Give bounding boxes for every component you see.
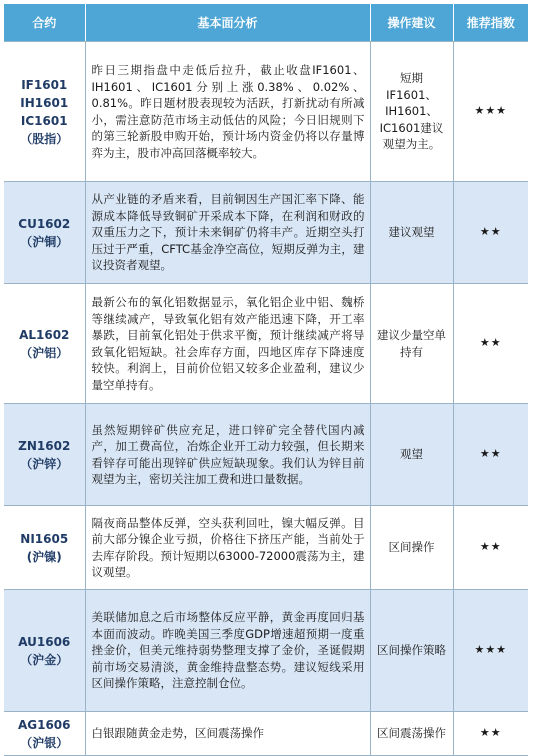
table-row <box>4 404 528 506</box>
rating-stars: ★★ <box>453 506 528 590</box>
contract-cell <box>4 404 85 506</box>
contract-code: IH1601 <box>20 95 69 110</box>
rating-stars: ★★ <box>453 712 528 756</box>
contract-category: （沪金） <box>20 652 69 667</box>
contract-category: （沪铜） <box>20 234 69 249</box>
advice-cell: 建议少量空单持有 <box>370 284 453 404</box>
table-row <box>4 590 528 712</box>
contract-cell <box>4 712 85 756</box>
contract-code: CU1602 <box>18 216 71 231</box>
contract-code: IC1601 <box>20 113 68 128</box>
table-row <box>4 42 528 182</box>
contract-code: NI1605 <box>20 531 69 546</box>
contract-code: ZN1602 <box>18 438 71 453</box>
header-advice: 操作建议 <box>370 4 453 42</box>
contract-cell <box>4 590 85 712</box>
futures-analysis-table <box>4 4 528 756</box>
rating-stars: ★★★ <box>453 590 528 712</box>
analysis-cell: 白银跟随黄金走势，区间震荡操作 <box>85 712 370 756</box>
advice-cell: 区间操作策略 <box>370 590 453 712</box>
table-header <box>4 4 528 42</box>
header-rating: 推荐指数 <box>453 4 528 42</box>
contract-category: （沪锌） <box>20 456 69 471</box>
contract-category: （沪铝） <box>20 345 69 360</box>
table-row <box>4 284 528 404</box>
contract-category: （沪银） <box>20 735 69 750</box>
contract-category: (沪镍) <box>26 549 62 564</box>
table-row <box>4 712 528 756</box>
contract-category: （股指） <box>20 131 69 146</box>
contract-code: AG1606 <box>17 717 71 732</box>
advice-cell: 短期IF1601、IH1601、IC1601建议观望为主。 <box>370 42 453 182</box>
contract-cell <box>4 506 85 590</box>
header-analysis: 基本面分析 <box>85 4 370 42</box>
rating-stars: ★★ <box>453 182 528 284</box>
table-row <box>4 506 528 590</box>
contract-cell <box>4 42 85 182</box>
analysis-cell: 隔夜商品整体反弹，空头获利回吐，镍大幅反弹。目前大部分镍企业亏损，价格往下挤压产能，当前处于去库存阶段。预计短期以63000-72000震荡为主，建议观望。 <box>85 506 370 590</box>
advice-cell: 观望 <box>370 404 453 506</box>
advice-cell: 区间震荡操作 <box>370 712 453 756</box>
contract-cell <box>4 284 85 404</box>
analysis-cell: 虽然短期锌矿供应充足，进口锌矿完全替代国内减产，加工费高位，冶炼企业开工动力较强，但长期来看锌存可能出现锌矿供应短缺现象。我们认为锌目前观望为主，密切关注加工费和进口量数据。 <box>85 404 370 506</box>
analysis-cell: 最新公布的氧化铝数据显示，氧化铝企业中铝、魏桥等继续减产，导致氧化铝有效产能迅速下降，开工率暴跌，目前氧化铝处于供求平衡，预计继续减产将导致氧化铝短缺。社会库存方面，四地区库存下降速度较快。利润上，目前价位铝又较多企业盈利，建议少量空单持有。 <box>85 284 370 404</box>
rating-stars: ★★★ <box>453 42 528 182</box>
analysis-cell: 从产业链的矛盾来看，目前铜因生产国汇率下降、能源成本降低导致铜矿开采成本下降，在利润和财政的双重压力之下，预计未来铜矿仍将丰产。近期空头打压过于严重，CFTC基金净空高位，短期反弹为主，建议投资者观望。 <box>85 182 370 284</box>
advice-cell: 建议观望 <box>370 182 453 284</box>
rating-stars: ★★ <box>453 284 528 404</box>
analysis-cell: 昨日三期指盘中走低后拉升，截止收盘IF1601、IH1601、IC1601分别上涨0.38%、0.02%、0.81%。昨日题材股表现较为活跃，打新扰动有所减小，需注意防范市场主动低估的风险；今日旧规则下的第三轮新股申购开始，预计场内资金仍将以存量博弈为主，股市冲高回落概率较大。 <box>85 42 370 182</box>
header-contract: 合约 <box>4 4 85 42</box>
rating-stars: ★★ <box>453 404 528 506</box>
contract-code: AL1602 <box>19 327 70 342</box>
analysis-cell: 美联储加息之后市场整体反应平静，黄金再度回归基本面而波动。昨晚美国三季度GDP增速超预期一度重挫金价，但美元维持弱势整理支撑了金价，圣诞假期前市场交易清淡，黄金维持盘整态势。建议短线采用区间操作策略，注意控制仓位。 <box>85 590 370 712</box>
contract-code: AU1606 <box>18 634 71 649</box>
contract-cell <box>4 182 85 284</box>
advice-cell: 区间操作 <box>370 506 453 590</box>
table-row <box>4 182 528 284</box>
contract-code: IF1601 <box>21 77 68 92</box>
